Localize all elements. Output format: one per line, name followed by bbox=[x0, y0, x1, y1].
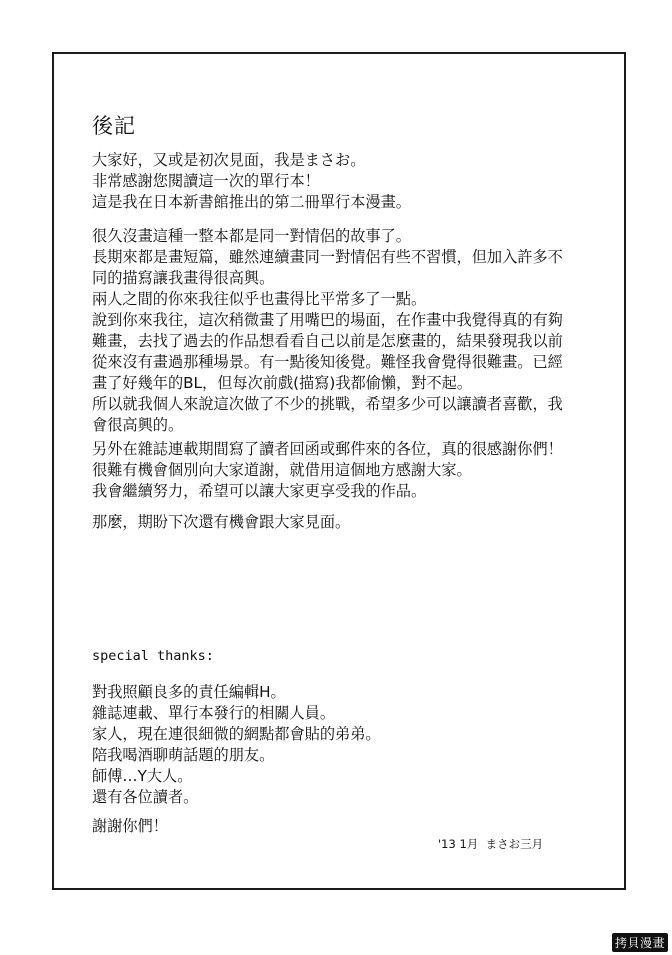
text-line: 我會繼續努力，希望可以讓大家更享受我的作品。 bbox=[92, 482, 427, 500]
text-line: 難畫，去找了過去的作品想看看自己以前是怎麼畫的，結果發現我以前 bbox=[92, 332, 563, 350]
text-line: 同的描寫讓我畫得很高興。 bbox=[92, 269, 275, 287]
thanks-item: 雜誌連載、單行本發行的相關人員。 bbox=[92, 704, 335, 722]
thanks-item: 陪我喝酒聊萌話題的朋友。 bbox=[92, 746, 275, 764]
text-line: 那麼，期盼下次還有機會跟大家見面。 bbox=[92, 513, 351, 531]
text-line: 大家好，又或是初次見面，我是まさお。 bbox=[92, 151, 366, 169]
text-line: 畫了好幾年的BL，但每次前戲(描寫)我都偷懶，對不起。 bbox=[92, 374, 473, 392]
text-line: 非常感謝您閱讀這一次的單行本！ bbox=[92, 172, 320, 190]
text-line: 說到你來我往，這次稍微畫了用嘴巴的場面，在作畫中我覺得真的有夠 bbox=[92, 311, 563, 329]
text-line: 這是我在日本新書館推出的第二冊單行本漫畫。 bbox=[92, 193, 411, 211]
thanks-item: 還有各位讀者。 bbox=[92, 788, 199, 806]
thanks-item: 家人，現在連很細微的網點都會貼的弟弟。 bbox=[92, 725, 381, 743]
text-line: 會很高興的。 bbox=[92, 416, 184, 434]
thanks-item: 對我照顧良多的責任編輯H。 bbox=[92, 683, 286, 701]
text-line: 從來沒有畫過那種場景。有一點後知後覺。難怪我會覺得很難畫。已經 bbox=[92, 353, 563, 371]
thanks-item: 師傅…Y大人。 bbox=[92, 767, 193, 785]
site-watermark: 拷貝漫畫 bbox=[612, 933, 668, 952]
paragraph-greeting bbox=[92, 150, 411, 213]
closing-text: 謝謝你們！ bbox=[92, 817, 168, 835]
special-thanks-list bbox=[92, 682, 381, 808]
paragraph-farewell bbox=[92, 512, 350, 533]
date-signature: '13 1月 まさお三月 bbox=[438, 837, 544, 851]
special-thanks-heading: special thanks: bbox=[92, 648, 214, 664]
text-line: 很久沒畫這種一整本都是同一對情侶的故事了。 bbox=[92, 227, 411, 245]
text-line: 兩人之間的你來我往似乎也畫得比平常多了一點。 bbox=[92, 290, 427, 308]
text-line: 另外在雜誌連載期間寫了讀者回函或郵件來的各位，真的很感謝你們！ bbox=[92, 440, 563, 458]
text-line: 所以就我個人來說這次做了不少的挑戰，希望多少可以讓讀者喜歡，我 bbox=[92, 395, 563, 413]
paragraph-readers bbox=[92, 439, 563, 502]
text-line: 長期來都是畫短篇，雖然連續畫同一對情侶有些不習慣，但加入許多不 bbox=[92, 248, 563, 266]
paragraph-story bbox=[92, 226, 563, 436]
text-line: 很難有機會個別向大家道謝，就借用這個地方感謝大家。 bbox=[92, 461, 472, 479]
afterword-title: 後記 bbox=[92, 114, 136, 138]
